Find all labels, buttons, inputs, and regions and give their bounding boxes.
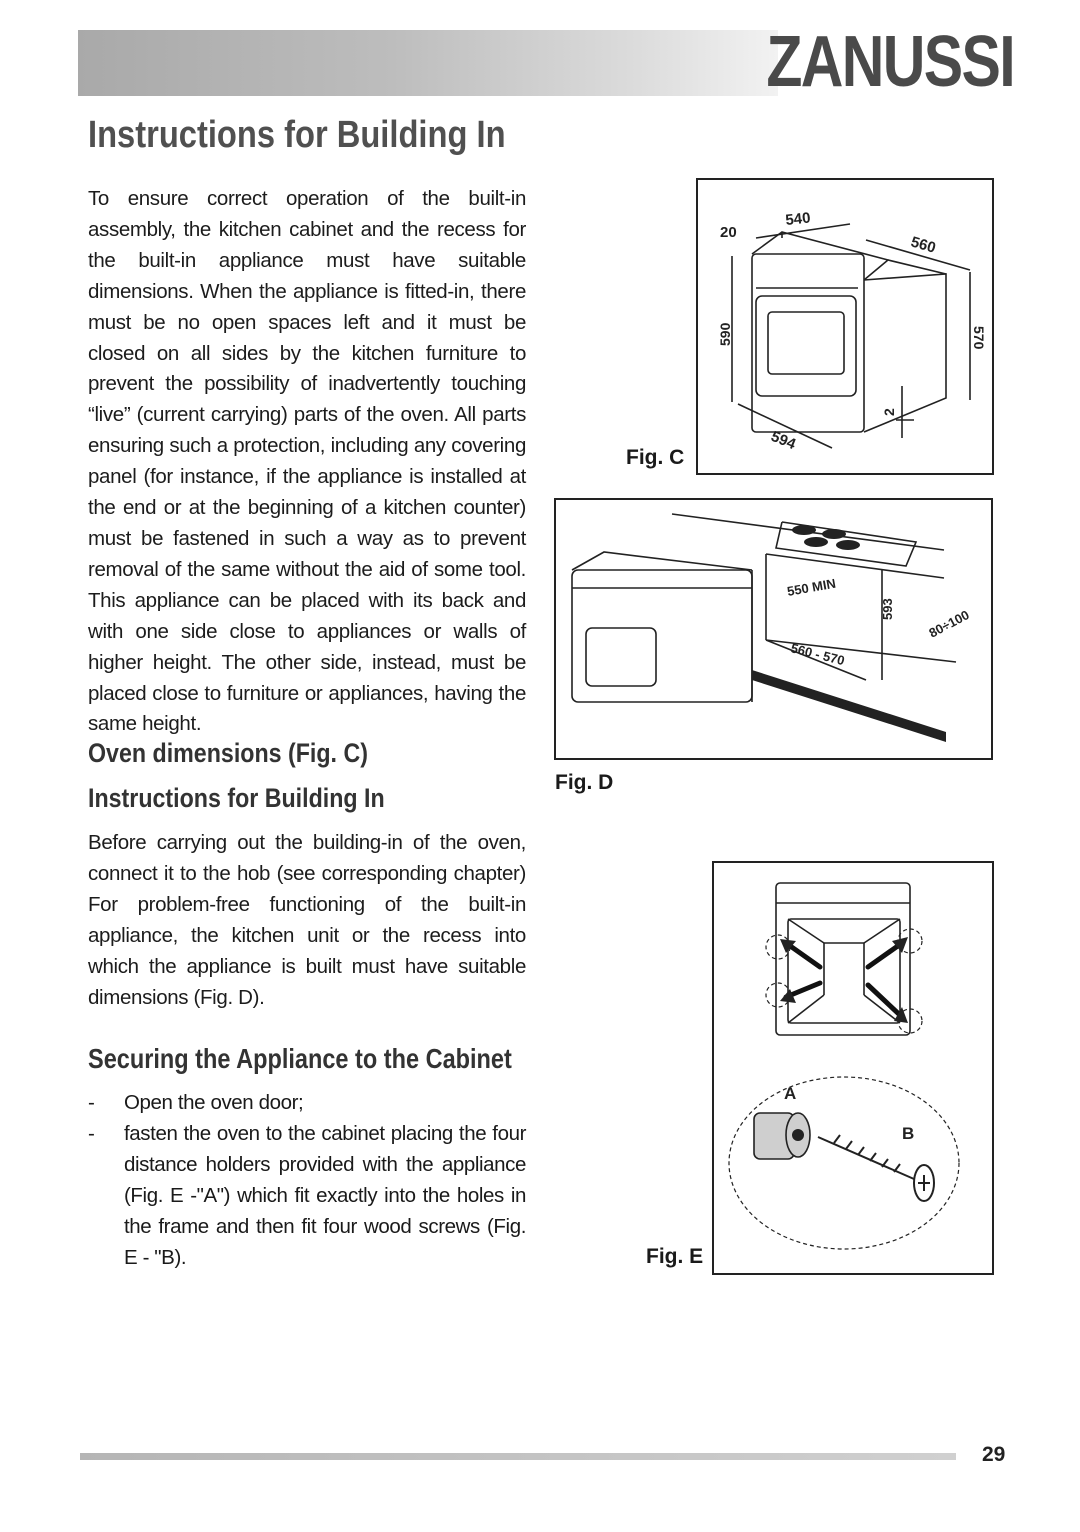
part-b-label: B <box>902 1124 915 1143</box>
page-number: 29 <box>982 1443 1006 1466</box>
list-item <box>88 1119 526 1274</box>
building-in-paragraph: Before carrying out the building-in of the oven, connect it to the hob (see corresponding chapter) For problem-free functioning of the built-in appliance, the kitchen unit or the recess into which the appliance is built must have suitable dimensions (Fig. D). <box>88 831 526 1009</box>
list-item <box>88 1088 526 1119</box>
brand-logo: ZANUSSI <box>766 22 1014 102</box>
dim-560-570: 560 - 570 <box>789 640 847 669</box>
dim-550-min: 550 MIN <box>785 575 837 599</box>
dim-560: 560 <box>908 233 938 257</box>
fig-c-label: Fig. C <box>626 446 685 469</box>
fig-e-label: Fig. E <box>646 1245 704 1268</box>
header-bar <box>78 30 778 96</box>
dim-540: 540 <box>784 209 812 229</box>
intro-paragraph: To ensure correct operation of the built-in assembly, the kitchen cabinet and the recess for the built-in appliance must have suitable dimensions. When the appliance is fitted-in, there must be no open spaces left and it must be closed on all sides by the kitchen furniture to prevent the possibility of inadvertently touching “live” (current carrying) parts of the oven. All parts ensuring such a protection, including any covering panel (for instance, if the appliance is installed at the end or at the beginning of a kitchen counter) must be fastened in such a way as to prevent removal of the same without the aid of some tool. This appliance can be placed with its back and with one side close to appliances or walls of higher height. The other side, instead, must be placed close to furniture or appliances, having the same height. <box>88 187 526 736</box>
dim-80-100: 80÷100 <box>926 607 972 641</box>
page-title: Instructions for Building In <box>88 114 506 156</box>
list-item-text: Open the oven door; <box>124 1091 304 1114</box>
part-a-label: A <box>784 1084 797 1103</box>
recess-dimension-drawing <box>556 500 991 758</box>
heading-building-in: Instructions for Building In <box>88 783 385 813</box>
dim-20: 20 <box>720 224 737 241</box>
dim-594: 594 <box>768 427 799 454</box>
dim-570: 570 <box>971 326 987 350</box>
heading-securing: Securing the Appliance to the Cabinet <box>88 1043 512 1074</box>
figure-e-fixing <box>712 861 994 1275</box>
securing-steps-list <box>88 1088 526 1273</box>
figure-c-oven-dimensions <box>696 178 994 475</box>
list-bullet: - <box>88 1091 95 1114</box>
dim-590: 590 <box>717 322 733 346</box>
figure-d-cabinet-recess <box>554 498 993 760</box>
list-bullet: - <box>88 1121 95 1145</box>
dim-593: 593 <box>880 598 895 620</box>
oven-dimension-drawing <box>698 180 992 473</box>
footer-line <box>80 1453 956 1460</box>
heading-oven-dimensions: Oven dimensions (Fig. C) <box>88 738 368 768</box>
dim-2: 2 <box>881 408 897 416</box>
fig-d-label: Fig. D <box>555 771 614 794</box>
fixing-drawing <box>714 863 992 1273</box>
list-item-text: fasten the oven to the cabinet placing the four distance holders provided with the appliance (Fig. E -"A") which fit exactly into the holes in the frame and then fit four wood screws (Fig. E - "B). <box>124 1121 526 1269</box>
